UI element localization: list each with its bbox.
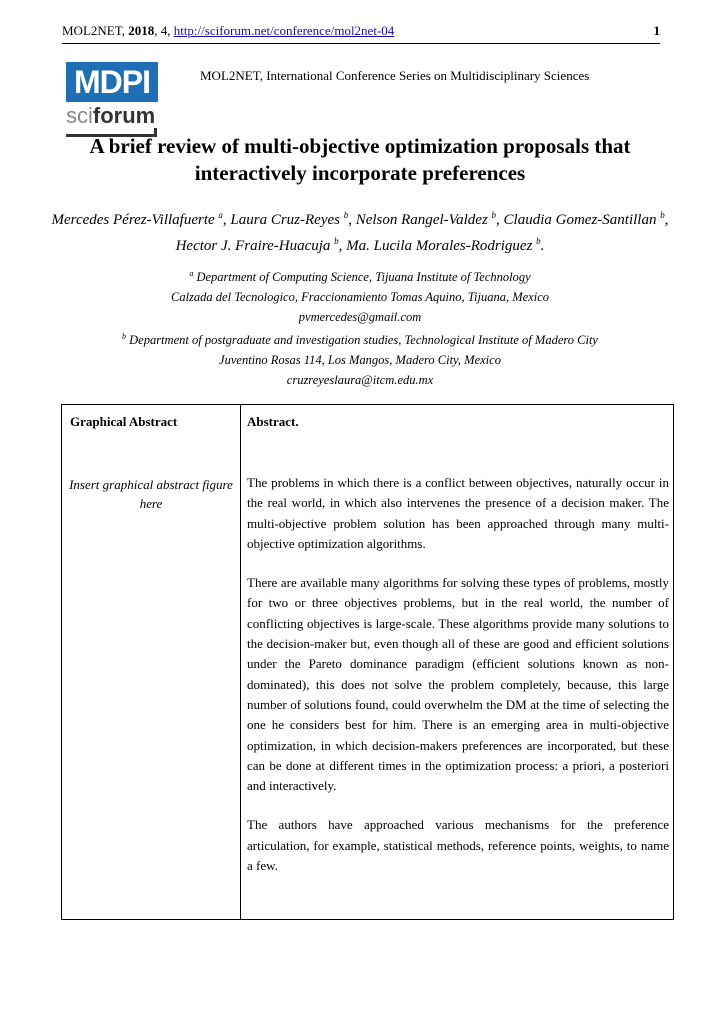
mdpi-sciforum-logo [66, 62, 158, 132]
author-list [40, 205, 680, 257]
affiliation-b-email: cruzreyeslaura@itcm.edu.mx [286, 373, 434, 388]
graphical-abstract-placeholder: Insert graphical abstract figure here [69, 477, 233, 511]
sciforum-sci: sci [66, 103, 93, 128]
affiliation-dept: Department of Computing Science, Tijuana Institute of Technology [193, 270, 531, 285]
affil-mark: a [189, 269, 194, 278]
affil-mark: b [536, 236, 541, 246]
affil-mark: b [660, 210, 665, 220]
affil-mark: b [343, 210, 349, 220]
abstract-paragraph: There are available many algorithms for solving these types of problems, mostly for two or three objectives problems, but in the real world, the number of conflicting objectives is large-scale. These algorithms provide many solutions to the decision-maker but, even though all of these are good and efficient solutions under the Pareto dominance paradigm (efficient solutions known as non-dominated), this does not solve the problem completely, because, this large number of solutions found, could overwhelm the DM at the time of selecting the one he considers best for him. There is an emerging area in multi-objective optimization, in which decision-makers preferences are incorporated, but these can be done at different times in the optimization process: a priori, a posteriori and interactively. [247, 575, 669, 794]
paper-title: A brief review of multi-objective optimization proposals that interactively incorporate preferences [89, 134, 631, 185]
author-list-end: . [540, 238, 545, 254]
author-name: , Claudia Gomez-Santillan [496, 212, 661, 228]
abstract-heading: Abstract. [247, 414, 299, 429]
page-number: 1 [653, 23, 660, 38]
affiliation-a-address: Calzada del Tecnologico, Fraccionamiento Tomas Aquino, Tijuana, Mexico [171, 290, 549, 305]
sciforum-forum: forum [92, 103, 156, 128]
affil-mark: b [334, 236, 339, 246]
journal-volume: , 4, [154, 23, 174, 38]
header-rule [62, 43, 660, 44]
running-header [62, 23, 660, 39]
abstract-paragraph: The authors have approached various mechanisms for the preference articulation, for example, statistical methods, reference points, weights, to name a few. [247, 817, 669, 874]
journal-year: 2018 [128, 23, 155, 38]
graphical-abstract-heading: Graphical Abstract [70, 414, 178, 429]
author-name: , Hector J. Fraire-Huacuja [175, 212, 669, 254]
affiliation-b [40, 327, 680, 350]
affil-mark: b [122, 332, 127, 342]
author-name: , Nelson Rangel-Valdez [348, 212, 492, 228]
author-name: , Ma. Lucila Morales-Rodriguez [338, 238, 537, 254]
mdpi-logo-mark: MDPI [66, 62, 158, 102]
abstract-paragraph: The problems in which there is a conflict between objectives, naturally occur in the real world, in which also intervenes the presence of a decision maker. The multi-objective problem solution has been approached through many multi-objective optimization algorithms. [247, 475, 669, 551]
conference-series: MOL2NET, International Conference Series on Multidisciplinary Sciences [200, 68, 590, 83]
affiliation-b-address: Juventino Rosas 114, Los Mangos, Madero City, Mexico [219, 353, 501, 368]
column-divider [240, 405, 241, 919]
affiliations [40, 264, 680, 390]
affiliation-a-email: pvmercedes@gmail.com [298, 310, 422, 325]
affiliation-a [40, 264, 680, 287]
author-name: Mercedes Pérez-Villafuerte [51, 212, 219, 228]
journal-name: MOL2NET, [62, 23, 129, 38]
affil-mark: b [491, 210, 497, 220]
abstract-body [247, 473, 669, 895]
conference-url-link[interactable]: http://sciforum.net/conference/mol2net-04 [173, 23, 395, 38]
affil-mark: a [218, 210, 223, 220]
abstract-table [61, 404, 674, 920]
sciforum-wordmark [66, 104, 158, 128]
author-name: , Laura Cruz-Reyes [222, 212, 344, 228]
affiliation-dept: Department of postgraduate and investigation studies, Technological Institute of Madero City [126, 333, 598, 348]
